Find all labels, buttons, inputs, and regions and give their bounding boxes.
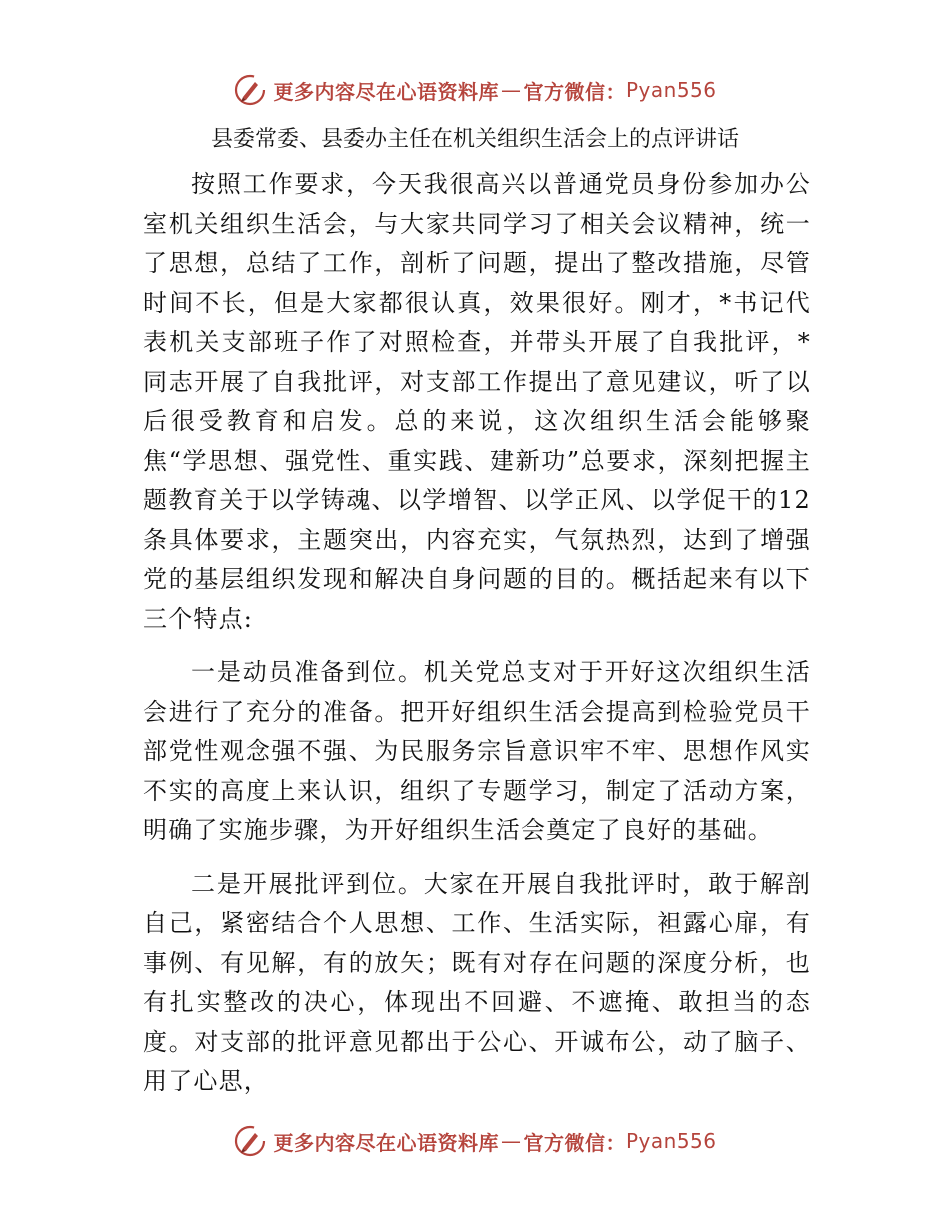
paragraph-point-two: 二是开展批评到位。大家在开展自我批评时，敢于解剖自己，紧密结合个人思想、工作、生活实际，袒露心扉，有事例、有见解，有的放矢；既有对存在问题的深度分析，也有扎实整改的决心，体现出不回避、不遮掩、敢担当的态度。对支部的批评意见都出于公心、开诚布公，动了脑子、用了心思， xyxy=(143,869,811,1095)
document-body xyxy=(143,165,811,1116)
watermark-label: 官方微信： xyxy=(523,1130,626,1155)
paragraph-point-one: 一是动员准备到位。机关党总支对于开好这次组织生活会进行了充分的准备。把开好组织生活会提高到检验党员干部党性观念强不强、为民服务宗旨意识牢不牢、思想作风实不实的高度上来认识，组织了专题学习，制定了活动方案，明确了实施步骤，为开好组织生活会奠定了良好的基础。 xyxy=(143,658,811,844)
watermark-separator: — xyxy=(500,78,522,102)
watermark-text: 更多内容尽在心语资料库 xyxy=(273,79,499,104)
paragraph-intro: 按照工作要求，今天我很高兴以普通党员身份参加办公室机关组织生活会，与大家共同学习了相关会议精神，统一了思想，总结了工作，剖析了问题，提出了整改措施，尽管时间不长，但是大家都很认真，效果很好。刚才，*书记代表机关支部班子作了对照检查，并带头开展了自我批评，*同志开展了自我批评，对支部工作提出了意见建议，听了以后很受教育和启发。总的来说，这次组织生活会能够聚焦“学思想、强党性、重实践、建新功”总要求，深刻把握主题教育关于以学铸魂、以学增智、以学正风、以学促干的12条具体要求，主题突出，内容充实，气氛热烈，达到了增强党的基层组织发现和解决自身问题的目的。概括起来有以下三个特点: xyxy=(143,170,811,633)
watermark-separator: — xyxy=(500,1129,522,1153)
watermark-label: 官方微信： xyxy=(523,79,626,104)
watermark-text: 更多内容尽在心语资料库 xyxy=(273,1130,499,1155)
pen-circle-logo-icon xyxy=(233,73,267,107)
document-title: 县委常委、县委办主任在机关组织生活会上的点评讲话 xyxy=(210,127,739,152)
footer-watermark xyxy=(0,1121,950,1161)
watermark-id: Pyan556 xyxy=(625,1129,717,1153)
pen-circle-logo-icon xyxy=(233,1124,267,1158)
watermark-id: Pyan556 xyxy=(625,78,717,102)
header-watermark xyxy=(0,70,950,110)
